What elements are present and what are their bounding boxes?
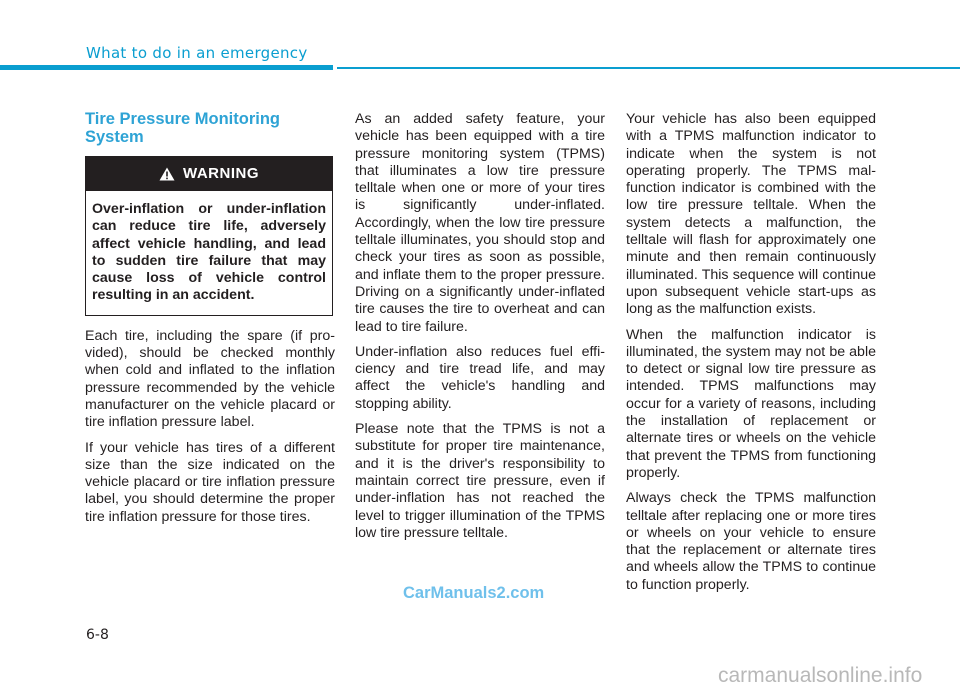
section-title: Tire Pressure Monitoring System xyxy=(85,110,280,146)
paragraph: Please note that the TPMS is not a substitute for proper tire maintenance, and it is the driver's responsibility to maintain correct tire pressure, even if under-inflation has not reached the level to trigger illumination of the TPMS low tire pressure telltale. xyxy=(355,421,605,541)
footer-site-link[interactable]: carmanualsonline.info xyxy=(718,664,923,687)
warning-triangle-icon xyxy=(159,167,175,181)
paragraph: If your vehicle has tires of a different size than the size indicated on the vehicle placard or tire inflation pressure label, you should determine the proper tire inflation pressure for those tires. xyxy=(85,439,335,525)
warning-label: WARNING xyxy=(183,165,259,183)
paragraph: When the malfunction indicator is illuminated, the system may not be able to detect or signal low tire pressure as intended. TPMS malfunctions may occur for a variety of reasons, including the installation of replacement or alternate tires or wheels on the vehicle that prevent the TPMS from functioning properly. xyxy=(626,326,876,481)
column-2 xyxy=(355,111,605,550)
page-number: 6-8 xyxy=(86,627,109,643)
header-rule-thin xyxy=(337,67,960,69)
paragraph: Always check the TPMS malfunction telltale after replacing one or more tires or wheels on your vehicle to ensure that the replacement or alternate tires and wheels allow the TPMS to continue to function properly. xyxy=(626,490,876,593)
paragraph: Under-inflation also reduces fuel efficiency and tire tread life, and may affect the vehicle's handling and stopping ability. xyxy=(355,343,605,412)
column-3 xyxy=(626,111,876,602)
column-1 xyxy=(85,110,335,534)
warning-text: Over-inflation or under-inflation can reduce tire life, adversely affect vehicle handling, and lead to sudden tire failure that may cause loss of vehicle control resulting in an accident. xyxy=(92,201,326,304)
watermark-link[interactable]: CarManuals2.com xyxy=(403,584,545,602)
paragraph: Each tire, including the spare (if provided), should be checked monthly when cold and inflated to the inflation pressure recommended by the vehicle manufacturer on the vehicle placard or tire inflation pressure label. xyxy=(85,327,335,431)
warning-box xyxy=(85,156,333,316)
warning-header xyxy=(86,157,332,191)
paragraph: Your vehicle has also been equipped with a TPMS malfunction indicator to indicate when the system is not operating properly. The TPMS malfunction indicator is combined with the low tire pressure telltale. When the system detects a malfunction, the telltale will flash for approximately one minute and then remain continuously illuminated. This sequence will continue upon subsequent vehicle start-ups as long as the malfunction exists. xyxy=(626,111,876,318)
paragraph: As an added safety feature, your vehicle has been equipped with a tire pressure monitoring system (TPMS) that illuminates a low tire pressure telltale when one or more of your tires is significantly under-inflated. Accordingly, when the low tire pressure telltale illuminates, you should stop and check your tires as soon as possible, and inflate them to the proper pressure. Driving on a significantly under-inflated tire causes the tire to overheat and can lead to tire failure. xyxy=(355,111,605,335)
header-rule-thick xyxy=(0,65,333,70)
running-header: What to do in an emergency xyxy=(86,44,308,62)
